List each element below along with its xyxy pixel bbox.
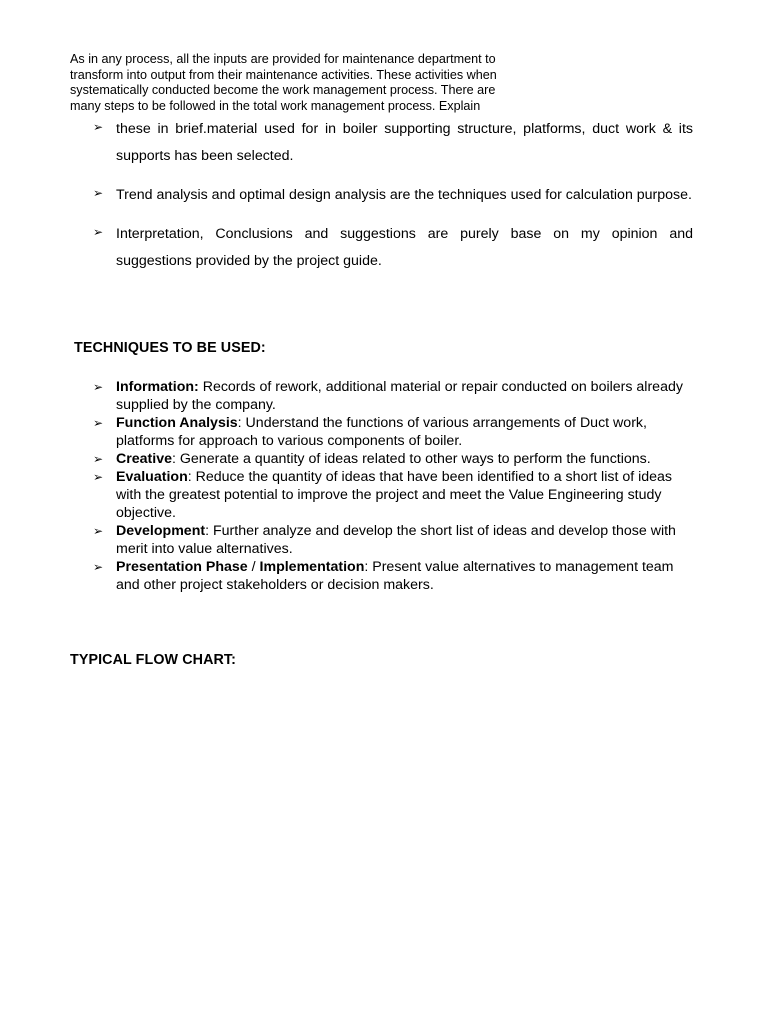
- arrow-bullet-icon: ➢: [93, 120, 104, 134]
- technique-item: [93, 522, 693, 558]
- technique-separator: /: [247, 559, 260, 575]
- technique-description: : Further analyze and develop the short list of ideas and develop those with merit into value alternatives.: [116, 523, 676, 557]
- technique-term: Development: [116, 523, 206, 539]
- intro-line: transform into output from their maintenance activities. These activities when: [70, 67, 497, 82]
- scope-bullet-item: [93, 116, 693, 170]
- arrow-bullet-icon: ➢: [93, 470, 104, 484]
- flow-chart-heading: TYPICAL FLOW CHART:: [70, 652, 237, 668]
- technique-term: Information:: [116, 379, 199, 395]
- technique-term: Implementation: [259, 559, 365, 575]
- technique-item: [93, 558, 693, 594]
- technique-description: : Generate a quantity of ideas related to other ways to perform the functions.: [172, 451, 651, 467]
- scope-bullet-list: [93, 116, 693, 287]
- arrow-bullet-icon: ➢: [93, 186, 104, 200]
- technique-term: Creative: [116, 451, 172, 467]
- intro-line: systematically conducted become the work management process. There are: [70, 83, 496, 97]
- scope-bullet-text: Trend analysis and optimal design analysis are the techniques used for calculation purpose.: [116, 187, 692, 203]
- techniques-heading: TECHNIQUES TO BE USED:: [74, 340, 266, 356]
- technique-item: [93, 378, 693, 414]
- intro-paragraph: [70, 52, 560, 114]
- technique-item: [93, 414, 693, 450]
- technique-item: [93, 468, 693, 522]
- scope-bullet-item: [93, 221, 693, 275]
- technique-term: Evaluation: [116, 469, 188, 485]
- arrow-bullet-icon: ➢: [93, 560, 104, 574]
- intro-line: many steps to be followed in the total work management process. Explain: [70, 98, 481, 113]
- technique-term: Presentation Phase: [116, 559, 248, 575]
- arrow-bullet-icon: ➢: [93, 452, 104, 466]
- scope-bullet-item: [93, 182, 693, 209]
- technique-term: Function Analysis: [116, 415, 238, 431]
- technique-description: : Present value alternatives to management team and other project stakeholders or decision makers.: [116, 559, 674, 593]
- arrow-bullet-icon: ➢: [93, 225, 104, 239]
- scope-bullet-text: these in brief.material used for in boiler supporting structure, platforms, duct work & its supports has been selected.: [116, 121, 693, 164]
- technique-description: : Reduce the quantity of ideas that have been identified to a short list of ideas with the greatest potential to improve the project and meet the Value Engineering study objective.: [116, 469, 673, 521]
- technique-description: : Understand the functions of various arrangements of Duct work, platforms for approach to various components of boiler.: [116, 415, 647, 449]
- techniques-list: [93, 378, 693, 594]
- scope-bullet-text: Interpretation, Conclusions and suggestions are purely base on my opinion and suggestions provided by the project guide.: [116, 226, 693, 269]
- intro-line: As in any process, all the inputs are provided for maintenance department to: [70, 52, 496, 66]
- technique-description: Records of rework, additional material or repair conducted on boilers already supplied by the company.: [116, 379, 683, 413]
- technique-item: [93, 450, 693, 468]
- arrow-bullet-icon: ➢: [93, 380, 104, 394]
- arrow-bullet-icon: ➢: [93, 416, 104, 430]
- arrow-bullet-icon: ➢: [93, 524, 104, 538]
